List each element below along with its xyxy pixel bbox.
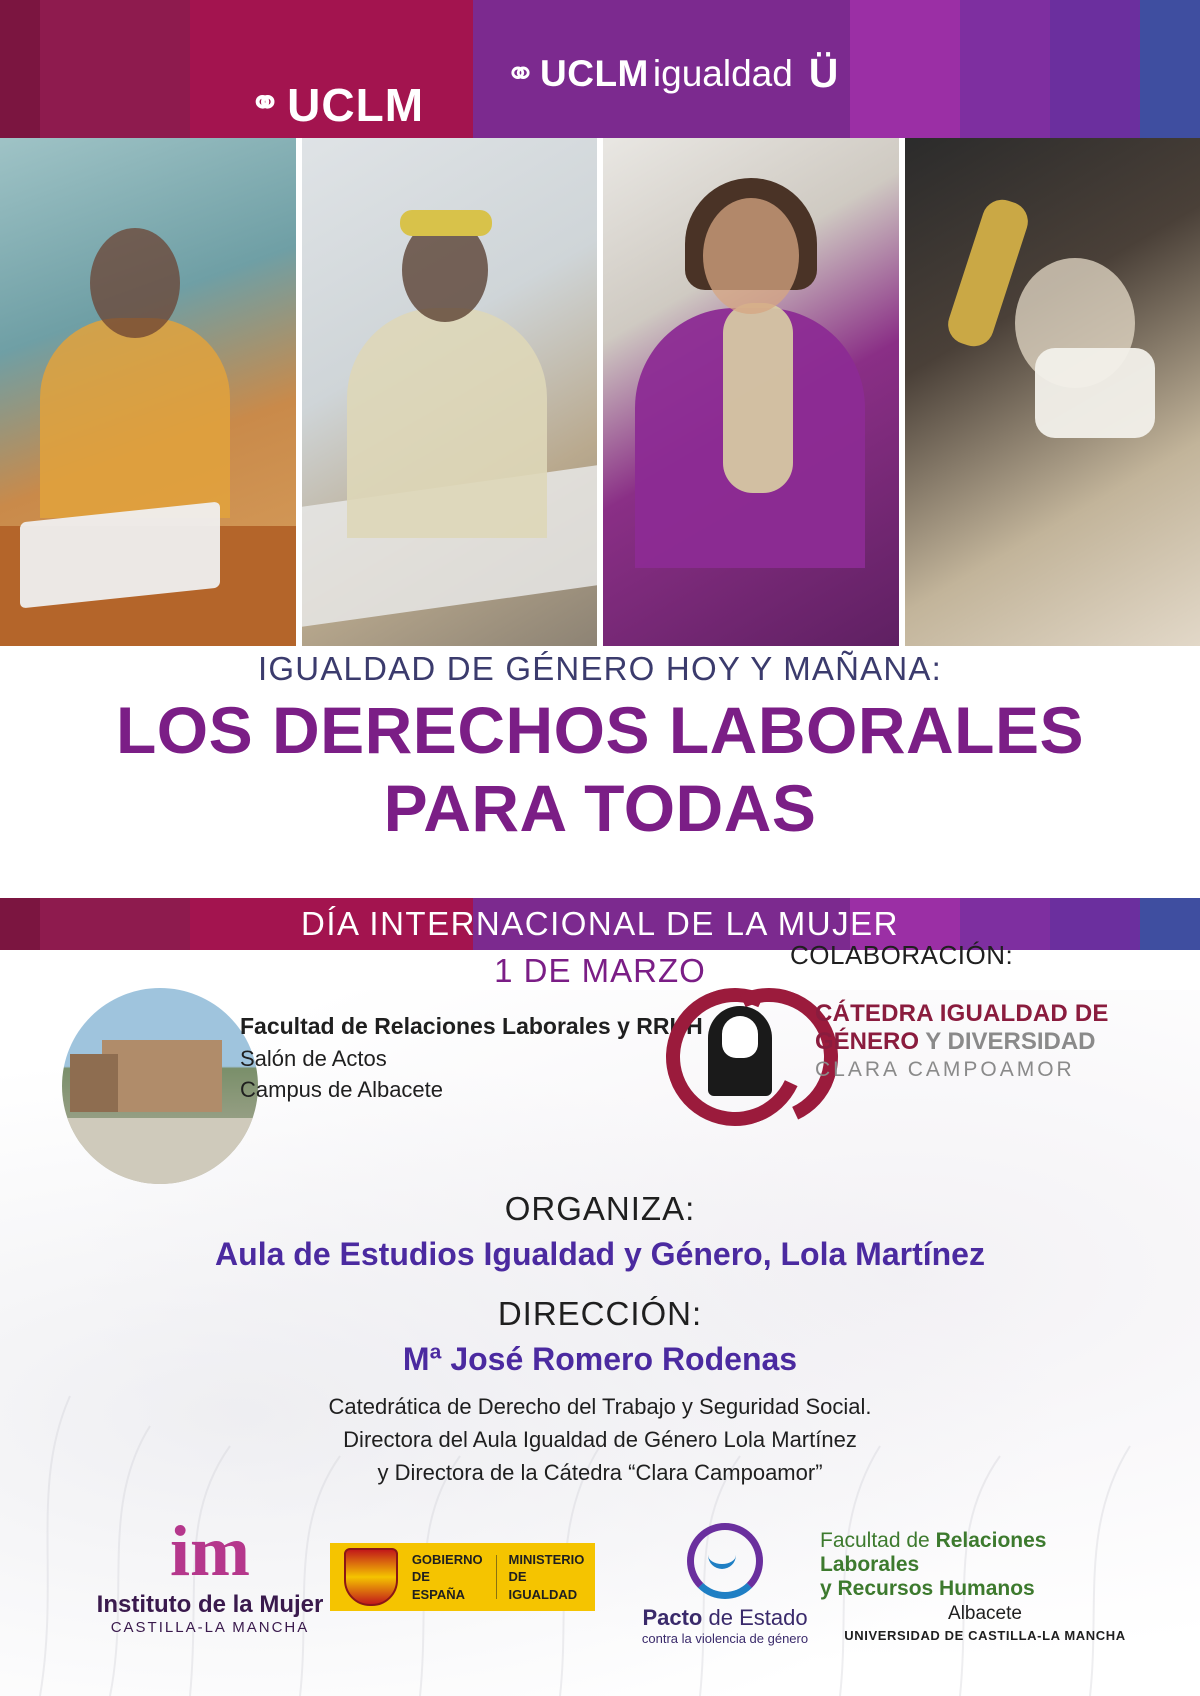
color-segment xyxy=(960,0,1050,138)
venue-room: Salón de Actos xyxy=(240,1045,387,1071)
photo-scarf-shape xyxy=(723,303,793,493)
organiza-name: Aula de Estudios Igualdad y Género, Lola Martínez xyxy=(215,1236,985,1272)
instituto-mujer-region: CASTILLA-LA MANCHA xyxy=(110,1619,310,1636)
gobierno-line-1: GOBIERNO xyxy=(411,1551,483,1567)
facultad-city: Albacete xyxy=(948,1603,1022,1624)
color-segment xyxy=(850,0,960,138)
color-segment xyxy=(1050,0,1140,138)
photo-woman-portrait xyxy=(603,138,899,646)
color-segment xyxy=(1140,0,1200,138)
photo-lab-researcher xyxy=(905,138,1200,646)
photo-woman-laptop xyxy=(0,138,296,646)
photo-head-shape xyxy=(90,228,180,338)
facultad-line-1 xyxy=(820,1529,1150,1577)
gobierno-espana-logo xyxy=(330,1543,595,1611)
stripe-text: DÍA INTERNACIONAL DE LA MUJER xyxy=(301,905,899,942)
collaboration-label: COLABORACIÓN: xyxy=(790,940,1014,970)
uclm-wifi-icon: ⚭ xyxy=(250,82,282,123)
uclm-logo xyxy=(250,78,424,132)
instituto-mujer-logo xyxy=(95,1511,325,1636)
title-line-2: PARA TODAS xyxy=(383,770,817,845)
direccion-label: DIRECCIÓN: xyxy=(497,1295,703,1332)
clara-line-1: CÁTEDRA IGUALDAD DE xyxy=(815,1000,1109,1027)
photo-mask-shape xyxy=(1035,348,1155,438)
facultad-logo xyxy=(820,1529,1150,1643)
venue-faculty: Facultad de Relaciones Laborales y RRHH xyxy=(240,1013,703,1039)
title-line-1: LOS DERECHOS LABORALES xyxy=(115,693,1085,767)
direccion-sub-3: y Directora de la Cátedra “Clara Campoamor” xyxy=(377,1460,823,1485)
venue-building-shape xyxy=(102,1040,222,1112)
uclm-igualdad-wifi-icon: ⚭ xyxy=(505,53,537,94)
clara-face-shape xyxy=(722,1016,758,1058)
clara-campoamor-logo-icon xyxy=(660,980,820,1104)
facultad-university: UNIVERSIDAD DE CASTILLA-LA MANCHA xyxy=(844,1628,1126,1643)
gobierno-text xyxy=(412,1551,484,1604)
uclm-igualdad-logo xyxy=(505,50,838,97)
venue-photo xyxy=(62,988,258,1184)
spain-coat-of-arms-icon xyxy=(344,1548,398,1606)
organiza-label: ORGANIZA: xyxy=(504,1190,696,1227)
facultad-line-2: y Recursos Humanos xyxy=(820,1577,1035,1600)
venue-building-shape-2 xyxy=(70,1054,118,1112)
pacto-estado-logo xyxy=(615,1523,835,1646)
pacto-name-a: Pacto xyxy=(642,1605,703,1630)
photo-body-shape xyxy=(347,308,547,538)
ministerio-line-1: MINISTERIO xyxy=(508,1551,585,1567)
ministerio-line-2: DE IGUALDAD xyxy=(508,1569,578,1602)
uclm-igualdad-light: igualdad xyxy=(652,52,793,94)
direccion-sub-1: Catedrática de Derecho del Trabajo y Seguridad Social. xyxy=(328,1394,872,1419)
instituto-mujer-glyph-icon: im xyxy=(170,1511,250,1591)
title-block xyxy=(0,650,1200,844)
venue-details xyxy=(240,1010,703,1105)
venue-path-shape xyxy=(62,1118,258,1184)
clara-campoamor-wordmark xyxy=(815,1000,1109,1082)
ministerio-text xyxy=(509,1551,595,1604)
direccion-name: Mª José Romero Rodenas xyxy=(402,1341,798,1377)
photo-head-shape xyxy=(703,198,799,314)
uclm-logo-text: UCLM xyxy=(287,79,425,131)
clara-line-3: CLARA CAMPOAMOR xyxy=(815,1057,1075,1081)
uclm-igualdad-bold: UCLM xyxy=(540,52,649,94)
clara-line-2 xyxy=(815,1028,1109,1056)
clara-line-2-a: GÉNERO xyxy=(815,1027,920,1055)
gobierno-divider xyxy=(496,1555,497,1599)
clara-line-2-b: Y DIVERSIDAD xyxy=(925,1027,1096,1055)
instituto-mujer-name: Instituto de la Mujer xyxy=(96,1591,324,1618)
color-segment xyxy=(40,0,190,138)
photo-headband-shape xyxy=(400,210,492,236)
pacto-name-b: de Estado xyxy=(708,1605,808,1630)
photo-strip xyxy=(0,138,1200,646)
credits-block xyxy=(0,1190,1200,1489)
uclm-igualdad-u-icon: Ü xyxy=(808,50,839,96)
photo-body-shape xyxy=(40,318,230,518)
facultad-line-1-a: Facultad de xyxy=(820,1529,936,1552)
pacto-ring-icon xyxy=(687,1523,763,1599)
photo-woman-meeting xyxy=(302,138,598,646)
pacto-subtitle: contra la violencia de género xyxy=(641,1631,809,1646)
color-segment xyxy=(0,0,40,138)
facultad-line-1-b: Relaciones Laborales xyxy=(820,1529,1047,1576)
footer-logos xyxy=(0,1505,1200,1675)
venue-campus: Campus de Albacete xyxy=(240,1076,444,1102)
direccion-details xyxy=(0,1390,1200,1489)
event-date: 1 DE MARZO xyxy=(494,952,706,989)
gobierno-line-2: DE ESPAÑA xyxy=(411,1569,466,1602)
direccion-sub-2: Directora del Aula Igualdad de Género Lola Martínez xyxy=(343,1427,857,1452)
pacto-name xyxy=(615,1605,835,1631)
title-kicker: IGUALDAD DE GÉNERO HOY Y MAÑANA: xyxy=(258,650,942,687)
